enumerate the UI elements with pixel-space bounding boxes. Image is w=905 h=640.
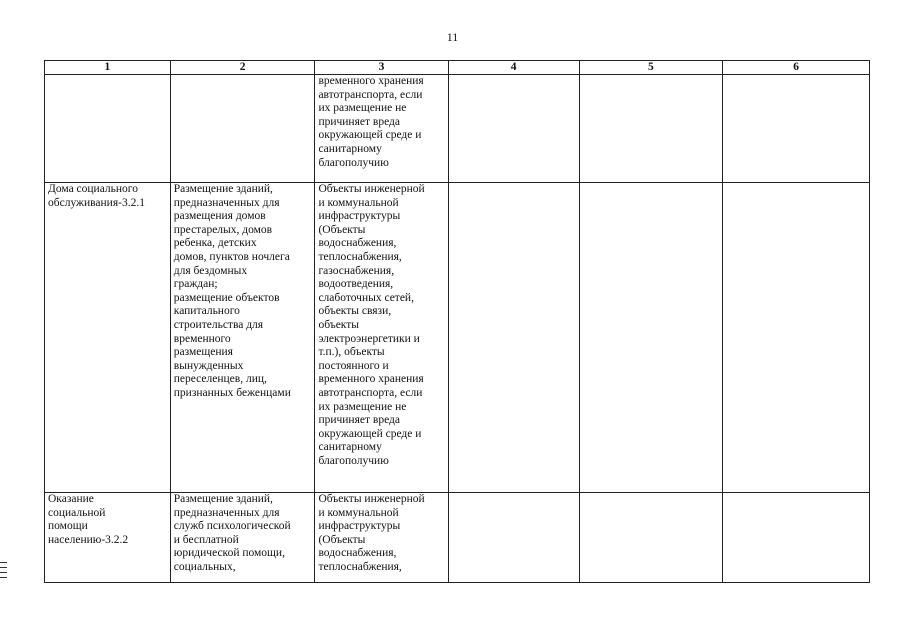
table-cell [170, 75, 315, 183]
margin-mark [0, 567, 7, 570]
column-header: 2 [170, 61, 315, 75]
column-header: 4 [448, 61, 579, 75]
table-cell: временного хранения автотранспорта, если их размещение не причиняет вреда окружающей среде и санитарному благополучию [315, 75, 448, 183]
zoning-table [44, 60, 870, 583]
margin-marks [0, 562, 8, 582]
table-cell [723, 183, 870, 493]
table-row [45, 493, 870, 583]
table-cell [448, 493, 579, 583]
margin-mark [0, 562, 7, 565]
table-cell [579, 493, 723, 583]
column-header: 5 [579, 61, 723, 75]
column-header: 3 [315, 61, 448, 75]
margin-mark [0, 577, 7, 580]
table-cell [579, 183, 723, 493]
table-cell: Объекты инженерной и коммунальной инфраструктуры (Объекты водоснабжения, теплоснабжения, газоснабжения, водоотведения, слаботочных сетей, объекты связи, объекты электроэнергетики и т.п.), объекты постоянного и временного хранения автотранспорта, если их размещение не причиняет вреда окружающей среде и санитарному благополучию [315, 183, 448, 493]
table-cell [723, 75, 870, 183]
table-cell [448, 183, 579, 493]
table-header-row [45, 61, 870, 75]
table-cell [448, 75, 579, 183]
table-row [45, 183, 870, 493]
table-row [45, 75, 870, 183]
table-cell [45, 75, 171, 183]
table-cell [579, 75, 723, 183]
table-cell: Оказание социальной помощи населению-3.2.2 [45, 493, 171, 583]
table-cell [723, 493, 870, 583]
column-header: 6 [723, 61, 870, 75]
table-cell: Размещение зданий, предназначенных для служб психологической и бесплатной юридической помощи, социальных, [170, 493, 315, 583]
table-cell: Дома социального обслуживания-3.2.1 [45, 183, 171, 493]
page-number: 11 [446, 30, 459, 44]
margin-mark [0, 572, 7, 575]
column-header: 1 [45, 61, 171, 75]
table-cell: Размещение зданий, предназначенных для размещения домов престарелых, домов ребенка, детских домов, пунктов ночлега для бездомных граждан; размещение объектов капитального строительства для временного размещения вынужденных переселенцев, лиц, признанных беженцами [170, 183, 315, 493]
table-cell: Объекты инженерной и коммунальной инфраструктуры (Объекты водоснабжения, теплоснабжения, [315, 493, 448, 583]
